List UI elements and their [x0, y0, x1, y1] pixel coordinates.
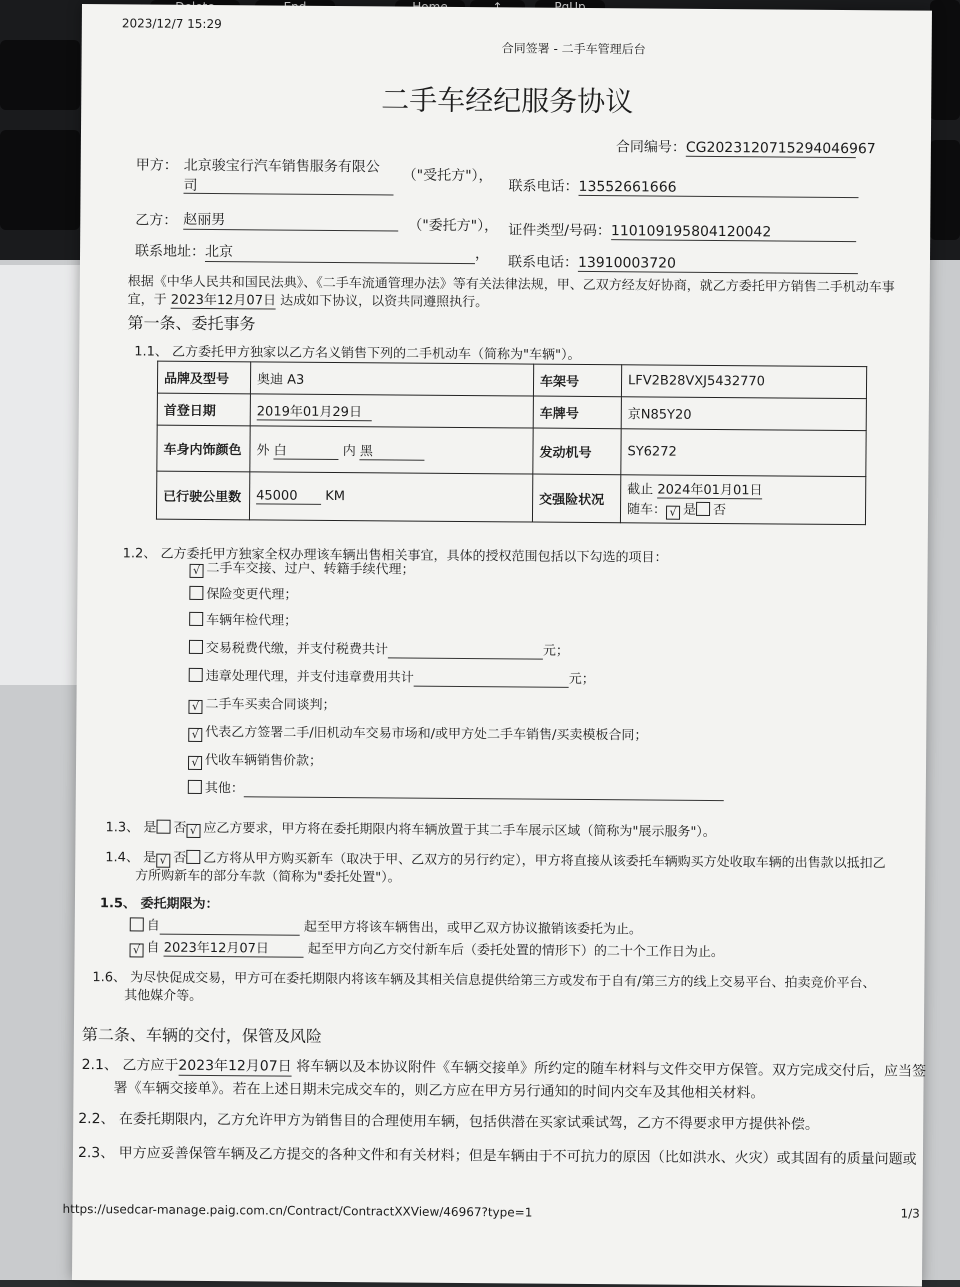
- option-checkbox: √: [188, 728, 202, 742]
- photo-timestamp: 2023/12/7 15:29: [121, 16, 222, 32]
- party-a-role: （"受托方"），: [402, 167, 493, 185]
- insurance-label: 交强险状况: [532, 474, 620, 523]
- mileage-value: 45000 KM: [249, 472, 532, 522]
- reg-value: 2019年01月29日: [250, 394, 533, 428]
- clause-1-4: 1.4、 是 √ 否 乙方将从甲方购买新车（取决于甲、乙双方的另行约定），甲方将直接从该委托车辆购买方处收取车辆的出售款以抵扣乙: [105, 850, 886, 872]
- authorization-option: 车辆年检代理；: [189, 609, 297, 629]
- c15b-checkbox: √: [130, 943, 144, 957]
- authorization-option: 其他：: [188, 777, 724, 801]
- clause-2-1-cont: 署《车辆交接单》。若在上述日期未完成交车的，则乙方应在甲方另行通知的时间内交车及其他相关材料。: [113, 1080, 765, 1102]
- option-checkbox: [188, 780, 202, 794]
- option-checkbox: √: [188, 756, 202, 770]
- plate-label: 车牌号: [533, 396, 621, 429]
- engine-value: SY6272: [621, 429, 866, 477]
- option-checkbox: [189, 640, 203, 654]
- key-right-2: [930, 140, 960, 240]
- contract-number: 合同编号：CG2023120715294046967: [615, 139, 876, 158]
- footer-url: https://usedcar-manage.paig.com.cn/Contract/ContractXXView/46967?type=1: [62, 1201, 533, 1220]
- authorization-option: 违章处理代理，并支付违章费用共计 元；: [189, 665, 595, 688]
- authorization-option: 保险变更代理；: [189, 583, 297, 603]
- c14-no-checkbox: [186, 850, 200, 864]
- color-value: 外 白 内 黑: [250, 426, 533, 474]
- party-a-phone: 联系电话：13552661666: [509, 175, 859, 198]
- c14-yes-checkbox: √: [156, 854, 170, 868]
- vin-label: 车架号: [533, 364, 621, 397]
- party-a-label: 甲方：: [135, 157, 178, 174]
- clause-2-2: 2.2、 在委托期限内，乙方允许甲方为销售目的合理使用车辆，包括供潜在买家试乘试驾，乙方不得要求甲方提供补偿。: [78, 1111, 820, 1133]
- key-right-1: [930, 0, 960, 120]
- option-checkbox: √: [188, 700, 202, 714]
- authorization-option: 交易税费代缴，并支付税费共计 元；: [189, 637, 569, 660]
- clause-1-2: 1.2、 乙方委托甲方独家全权办理该车辆出售相关事宜，具体的授权范围包括以下勾选的项目：: [122, 546, 668, 566]
- clause-1-5-title: 1.5、 委托期限为：: [99, 896, 219, 913]
- key-left-2: [0, 130, 80, 230]
- address: 联系地址：北京 ，: [135, 240, 489, 264]
- vehicle-table: [156, 361, 867, 526]
- mileage-label: 已行驶公里数: [156, 471, 249, 520]
- color-label: 车身内饰颜色: [157, 425, 250, 472]
- clause-1-5-b: √ 自 2023年12月07日 起至甲方向乙方交付新车后（委托处置的情形下）的二十个工作日为止。: [130, 936, 724, 962]
- section1-title: 第一条、委托事务: [127, 313, 256, 334]
- brand-value: 奥迪 A3: [250, 362, 533, 396]
- intro-line1: 根据《中华人民共和国民法典》、《二手车流通管理办法》等有关法律法规，甲、乙双方经友好协商，就乙方委托甲方销售二手机动车事: [127, 274, 895, 296]
- c15a-checkbox: [130, 917, 144, 931]
- clause-2-3: 2.3、 甲方应妥善保管车辆及乙方提交的各种文件和有关材料；但是车辆由于不可抗力的原因（比如洪水、火灾）或其固有的质量问题或: [77, 1145, 917, 1168]
- insurance-no-checkbox: [696, 502, 710, 516]
- clause-1-6-cont: 其他媒介等。: [124, 988, 203, 1004]
- insurance-yes-checkbox: √: [666, 506, 680, 520]
- clause-1-5-a: 自 起至甲方将该车辆售出，或甲乙双方协议撤销该委托为止。: [130, 914, 642, 938]
- reg-label: 首登日期: [157, 393, 250, 426]
- party-a-name: 北京骏宝行汽车销售服务有限公: [183, 157, 380, 176]
- engine-label: 发动机号: [533, 428, 621, 475]
- authorization-option: √ 代收车辆销售价款；: [188, 749, 322, 771]
- brand-label: 品牌及型号: [157, 361, 250, 394]
- plate-value: 京N85Y20: [621, 397, 866, 431]
- c13-no-checkbox: √: [186, 824, 200, 838]
- party-b-id: 证件类型/号码：110109195804120042: [508, 219, 856, 242]
- clause-1-3: 1.3、 是 否 √ 应乙方要求，甲方将在委托期限内将车辆放置于其二手车展示区域（简称为"展示服务"）。: [105, 820, 716, 841]
- intro-line2: 宜，于 2023年12月07日 达成如下协议，以资共同遵照执行。: [128, 288, 489, 311]
- vin-value: LFV2B28VXJ5432770: [621, 365, 866, 399]
- authorization-option: √ 代表乙方签署二手/旧机动车交易市场和/或甲方处二手车销售/买卖模板合同；: [188, 721, 647, 746]
- option-checkbox: [189, 612, 203, 626]
- option-checkbox: [189, 668, 203, 682]
- page-number: 1/3: [900, 1206, 920, 1221]
- authorization-option: √ 二手车买卖合同谈判；: [188, 693, 335, 715]
- party-b-role: （"委托方"），: [408, 217, 499, 235]
- insurance-value: 截止 2024年01月01日 随车： √ 是 否: [620, 475, 865, 525]
- c13-yes-checkbox: [156, 820, 170, 834]
- page-header: 合同签署 - 二手车管理后台: [501, 41, 646, 57]
- clause-2-1: 2.1、 乙方应于2023年12月07日 将车辆以及本协议附件《车辆交接单》所约定的随车材料与文件交甲方保管。双方完成交付后，应当签: [82, 1054, 927, 1082]
- key-left-1: [0, 40, 80, 110]
- option-checkbox: √: [189, 564, 203, 578]
- party-b-phone: 联系电话：13910003720: [508, 251, 858, 274]
- clause-1-6: 1.6、 为尽快促成交易，甲方可在委托期限内将该车辆及其相关信息提供给第三方或发布于自有/第三方的线上交易平台、拍卖竞价平台、: [92, 970, 876, 992]
- option-checkbox: [189, 586, 203, 600]
- document-title: 二手车经纪服务协议: [381, 83, 634, 119]
- contract-page: [62, 4, 932, 1287]
- authorization-option: √ 二手车交接、过户、转籍手续代理；: [189, 557, 414, 580]
- party-a-name-cont: 司: [183, 177, 198, 194]
- section2-title: 第二条、车辆的交付，保管及风险: [81, 1025, 322, 1046]
- clause-1-4-cont: 方所购新车的部分车款（简称为"委托处置"）。: [135, 868, 401, 886]
- party-b-name: 赵丽男: [183, 209, 398, 232]
- party-b-label: 乙方：: [135, 212, 178, 229]
- clause-1-1: 1.1、 乙方委托甲方独家以乙方名义销售下列的二手机动车（简称为"车辆"）。: [134, 344, 581, 363]
